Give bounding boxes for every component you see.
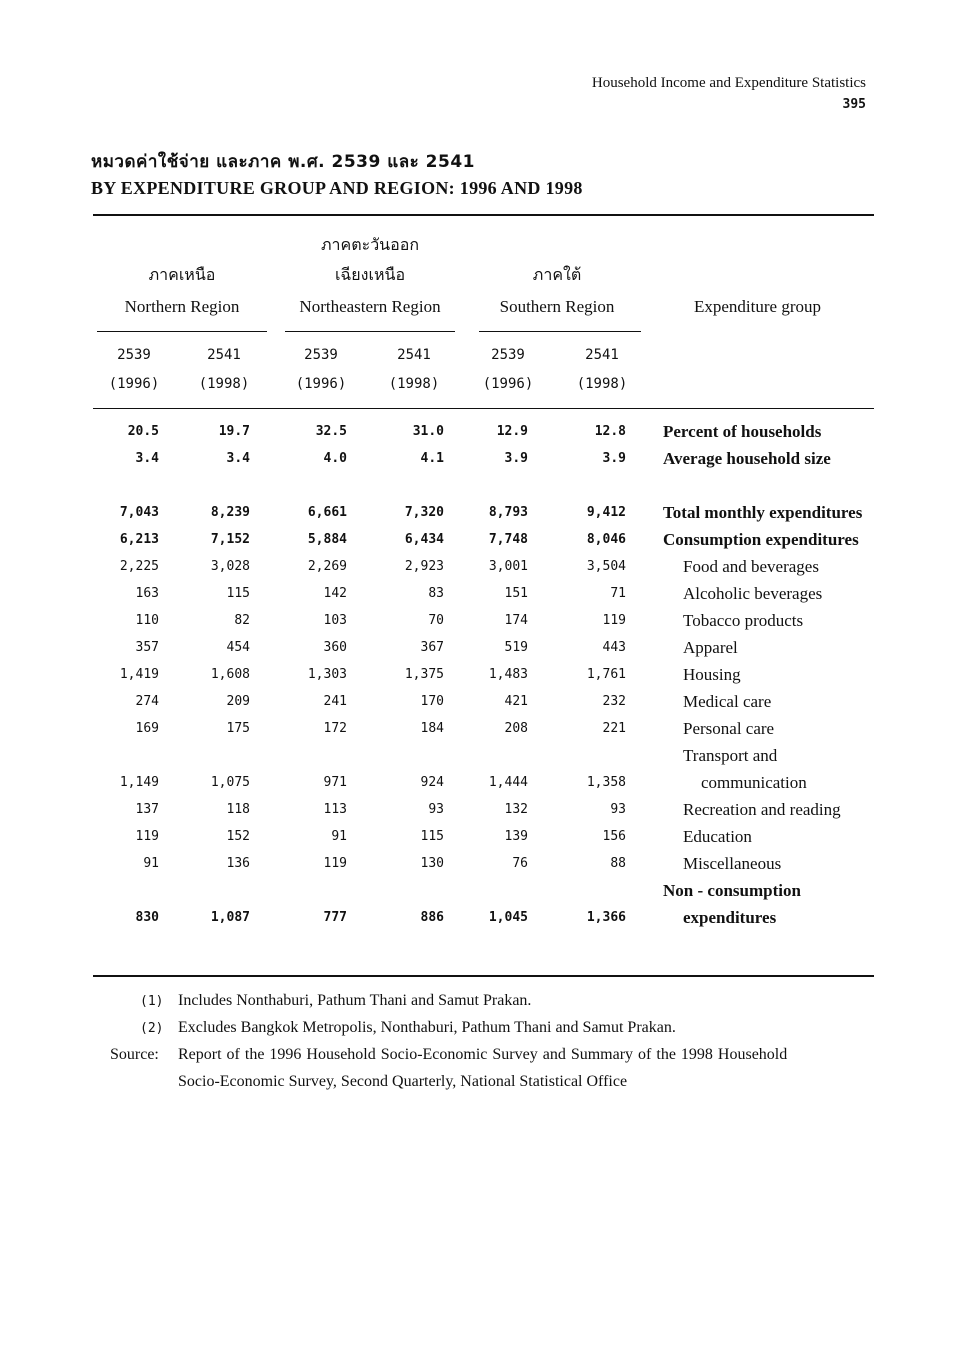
year-ce-header: (1996) bbox=[108, 376, 160, 392]
south-header-english: Southern Region bbox=[499, 297, 615, 316]
table-cell: 139 bbox=[504, 829, 528, 844]
table-cell: 1,303 bbox=[307, 667, 347, 682]
table-title-thai: หมวดค่าใช้จ่าย และภาค พ.ศ. 2539 และ 2541 bbox=[91, 152, 475, 172]
row-label: Food and beverages bbox=[683, 557, 819, 576]
table-cell: 70 bbox=[428, 613, 444, 628]
table-cell: 19.7 bbox=[218, 424, 250, 439]
table-cell: 1,483 bbox=[488, 667, 528, 682]
table-cell: 241 bbox=[323, 694, 347, 709]
table-cell: 71 bbox=[610, 586, 626, 601]
year-header: 2541 bbox=[397, 347, 431, 363]
year-header: 2541 bbox=[585, 347, 619, 363]
expenditure-group-header: Expenditure group bbox=[694, 297, 821, 316]
table-cell: 82 bbox=[234, 613, 250, 628]
footnote-2-text: Excludes Bangkok Metropolis, Nonthaburi, Pathum Thani and Samut Prakan. bbox=[178, 1019, 676, 1036]
table-cell: 886 bbox=[420, 910, 444, 925]
row-label: Tobacco products bbox=[683, 611, 804, 630]
row-label: Recreation and reading bbox=[683, 800, 841, 819]
table-cell: 357 bbox=[135, 640, 159, 655]
table-cell: 274 bbox=[135, 694, 159, 709]
table-bottom-rule bbox=[93, 975, 874, 977]
year-ce-header: (1996) bbox=[482, 376, 534, 392]
table-cell: 777 bbox=[323, 910, 347, 925]
table-cell: 454 bbox=[226, 640, 250, 655]
table-cell: 169 bbox=[135, 721, 159, 736]
table-cell: 519 bbox=[504, 640, 528, 655]
table-cell: 421 bbox=[504, 694, 528, 709]
row-label: Alcoholic beverages bbox=[683, 584, 823, 603]
table-cell: 91 bbox=[331, 829, 347, 844]
table-cell: 31.0 bbox=[412, 424, 444, 439]
table-cell: 7,152 bbox=[210, 532, 250, 547]
table-top-rule bbox=[93, 214, 874, 216]
northeast-header-english: Northeastern Region bbox=[299, 297, 441, 316]
table-cell: 1,419 bbox=[119, 667, 159, 682]
table-cell: 132 bbox=[504, 802, 528, 817]
table-cell: 119 bbox=[602, 613, 626, 628]
table-cell: 3,504 bbox=[586, 559, 626, 574]
table-cell: 8,239 bbox=[210, 505, 250, 520]
running-title: Household Income and Expenditure Statistics bbox=[591, 75, 866, 91]
year-ce-header: (1998) bbox=[198, 376, 250, 392]
table-cell: 1,444 bbox=[488, 775, 528, 790]
northeast-header-thai-line1: ภาคตะวันออก bbox=[320, 235, 420, 254]
row-label: Transport and bbox=[683, 746, 778, 765]
northeast-header-rule bbox=[285, 331, 455, 332]
table-cell: 209 bbox=[226, 694, 250, 709]
table-cell: 3.4 bbox=[226, 451, 250, 466]
footnote-2-marker: (2) bbox=[140, 1021, 164, 1036]
row-label-continued: communication bbox=[701, 773, 807, 792]
table-cell: 360 bbox=[323, 640, 347, 655]
table-cell: 9,412 bbox=[586, 505, 626, 520]
table-cell: 1,075 bbox=[210, 775, 250, 790]
row-label: Average household size bbox=[663, 449, 831, 468]
table-cell: 175 bbox=[226, 721, 250, 736]
year-ce-header: (1998) bbox=[388, 376, 440, 392]
row-label: Medical care bbox=[683, 692, 772, 711]
table-header-rule bbox=[93, 408, 874, 409]
year-header: 2539 bbox=[304, 347, 338, 363]
table-cell: 151 bbox=[504, 586, 528, 601]
table-cell: 152 bbox=[226, 829, 250, 844]
table-cell: 443 bbox=[602, 640, 626, 655]
row-label: Percent of households bbox=[663, 422, 822, 441]
table-cell: 170 bbox=[420, 694, 444, 709]
table-cell: 208 bbox=[504, 721, 528, 736]
table-cell: 88 bbox=[610, 856, 626, 871]
source-line-2: Socio-Economic Survey, Second Quarterly, National Statistical Office bbox=[178, 1073, 628, 1090]
row-label: Personal care bbox=[683, 719, 775, 738]
table-cell: 1,366 bbox=[586, 910, 626, 925]
table-cell: 8,793 bbox=[488, 505, 528, 520]
source-line-1: Report of the 1996 Household Socio-Economic Survey and Summary of the 1998 Household bbox=[178, 1046, 788, 1063]
row-label: Total monthly expenditures bbox=[663, 503, 863, 522]
table-cell: 2,269 bbox=[307, 559, 347, 574]
table-cell: 110 bbox=[135, 613, 159, 628]
row-label: Housing bbox=[683, 665, 741, 684]
table-cell: 137 bbox=[135, 802, 159, 817]
table-cell: 130 bbox=[420, 856, 444, 871]
footnote-1-marker: (1) bbox=[140, 994, 164, 1009]
table-cell: 119 bbox=[135, 829, 159, 844]
table-cell: 2,923 bbox=[404, 559, 444, 574]
table-cell: 156 bbox=[602, 829, 626, 844]
north-header-rule bbox=[97, 331, 267, 332]
table-cell: 971 bbox=[323, 775, 347, 790]
south-header-thai: ภาคใต้ bbox=[532, 265, 582, 284]
table-cell: 232 bbox=[602, 694, 626, 709]
table-cell: 119 bbox=[323, 856, 347, 871]
table-cell: 113 bbox=[323, 802, 347, 817]
year-header: 2539 bbox=[117, 347, 151, 363]
table-cell: 8,046 bbox=[586, 532, 626, 547]
table-cell: 7,748 bbox=[488, 532, 528, 547]
table-cell: 7,320 bbox=[404, 505, 444, 520]
year-ce-header: (1998) bbox=[576, 376, 628, 392]
table-cell: 163 bbox=[135, 586, 159, 601]
table-cell: 6,661 bbox=[307, 505, 347, 520]
table-cell: 3.9 bbox=[602, 451, 626, 466]
table-cell: 172 bbox=[323, 721, 347, 736]
table-cell: 118 bbox=[226, 802, 250, 817]
table-cell: 830 bbox=[135, 910, 159, 925]
row-label: Apparel bbox=[683, 638, 738, 657]
table-cell: 1,358 bbox=[586, 775, 626, 790]
running-header bbox=[592, 72, 866, 116]
row-label: Education bbox=[683, 827, 752, 846]
table-cell: 93 bbox=[610, 802, 626, 817]
table-cell: 6,213 bbox=[119, 532, 159, 547]
table-cell: 3,028 bbox=[210, 559, 250, 574]
table-cell: 115 bbox=[226, 586, 250, 601]
table-cell: 1,045 bbox=[488, 910, 528, 925]
north-header-english: Northern Region bbox=[124, 297, 240, 316]
year-header: 2541 bbox=[207, 347, 241, 363]
table-cell: 3.4 bbox=[135, 451, 159, 466]
source-label: Source: bbox=[110, 1046, 159, 1063]
south-header-rule bbox=[479, 331, 641, 332]
table-cell: 83 bbox=[428, 586, 444, 601]
footnote-1-text: Includes Nonthaburi, Pathum Thani and Samut Prakan. bbox=[178, 992, 532, 1009]
table-cell: 2,225 bbox=[119, 559, 159, 574]
table-cell: 1,087 bbox=[210, 910, 250, 925]
table-cell: 103 bbox=[323, 613, 347, 628]
table-cell: 174 bbox=[504, 613, 528, 628]
table-cell: 115 bbox=[420, 829, 444, 844]
north-header-thai: ภาคเหนือ bbox=[148, 265, 216, 284]
table-cell: 91 bbox=[143, 856, 159, 871]
table-cell: 32.5 bbox=[315, 424, 347, 439]
row-label: Miscellaneous bbox=[683, 854, 782, 873]
row-label: Consumption expenditures bbox=[663, 530, 859, 549]
table-cell: 6,434 bbox=[404, 532, 444, 547]
year-ce-header: (1996) bbox=[295, 376, 347, 392]
table-cell: 20.5 bbox=[127, 424, 159, 439]
table-cell: 12.9 bbox=[496, 424, 528, 439]
table-cell: 1,375 bbox=[404, 667, 444, 682]
table-cell: 3,001 bbox=[488, 559, 528, 574]
table-title-english: BY EXPENDITURE GROUP AND REGION: 1996 AND 1998 bbox=[91, 178, 583, 198]
table-cell: 1,608 bbox=[210, 667, 250, 682]
table-cell: 76 bbox=[512, 856, 528, 871]
table-cell: 221 bbox=[602, 721, 626, 736]
table-cell: 1,149 bbox=[119, 775, 159, 790]
northeast-header-thai-line2: เฉียงเหนือ bbox=[334, 265, 406, 284]
table-cell: 142 bbox=[323, 586, 347, 601]
table-cell: 4.1 bbox=[420, 451, 444, 466]
table-cell: 1,761 bbox=[586, 667, 626, 682]
table-cell: 5,884 bbox=[307, 532, 347, 547]
row-label-continued: expenditures bbox=[683, 908, 777, 927]
table-cell: 924 bbox=[420, 775, 444, 790]
table-cell: 184 bbox=[420, 721, 444, 736]
table-cell: 136 bbox=[226, 856, 250, 871]
table-cell: 4.0 bbox=[323, 451, 347, 466]
table-cell: 93 bbox=[428, 802, 444, 817]
table-cell: 367 bbox=[420, 640, 444, 655]
table-cell: 7,043 bbox=[119, 505, 159, 520]
table-cell: 3.9 bbox=[504, 451, 528, 466]
year-header: 2539 bbox=[491, 347, 525, 363]
row-label: Non - consumption bbox=[663, 881, 801, 900]
page-number: 395 bbox=[842, 97, 866, 112]
table-cell: 12.8 bbox=[594, 424, 626, 439]
